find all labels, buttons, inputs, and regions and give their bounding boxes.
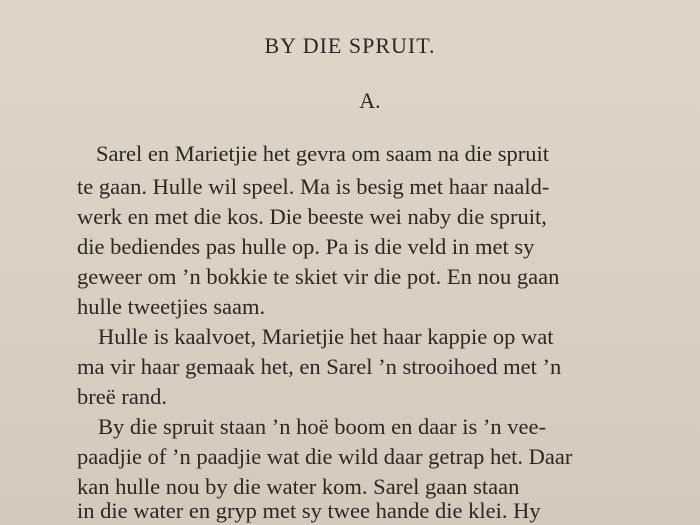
text-line: Hulle is kaalvoet, Marietjie het haar kappie op wat [98,324,554,349]
text-line: paadjie of ’n paadjie wat die wild daar getrap het. Daar [77,444,573,469]
text-line: die bediendes pas hulle op. Pa is die veld in met sy [77,234,535,259]
text-line: te gaan. Hulle wil speel. Ma is besig met haar naald- [77,174,550,199]
text-line: Sarel en Marietjie het gevra om saam na die spruit [96,141,549,166]
text-line: ma vir haar gemaak het, en Sarel ’n strooihoed met ’n [77,354,562,379]
text-line: werk en met die kos. Die beeste wei naby die spruit, [77,204,547,229]
text-line: in die water en gryp met sy twee hande die klei. Hy [77,498,541,523]
text-line: breë rand. [77,384,167,409]
text-line: hulle tweetjies saam. [77,294,266,319]
chapter-title: BY DIE SPRUIT. [264,33,436,58]
text-line: By die spruit staan ’n hoë boom en daar is ’n vee- [98,414,547,439]
section-label: A. [359,88,381,113]
text-line: geweer om ’n bokkie te skiet vir die pot. En nou gaan [77,264,560,289]
text-line: kan hulle nou by die water kom. Sarel gaan staan [77,474,520,499]
